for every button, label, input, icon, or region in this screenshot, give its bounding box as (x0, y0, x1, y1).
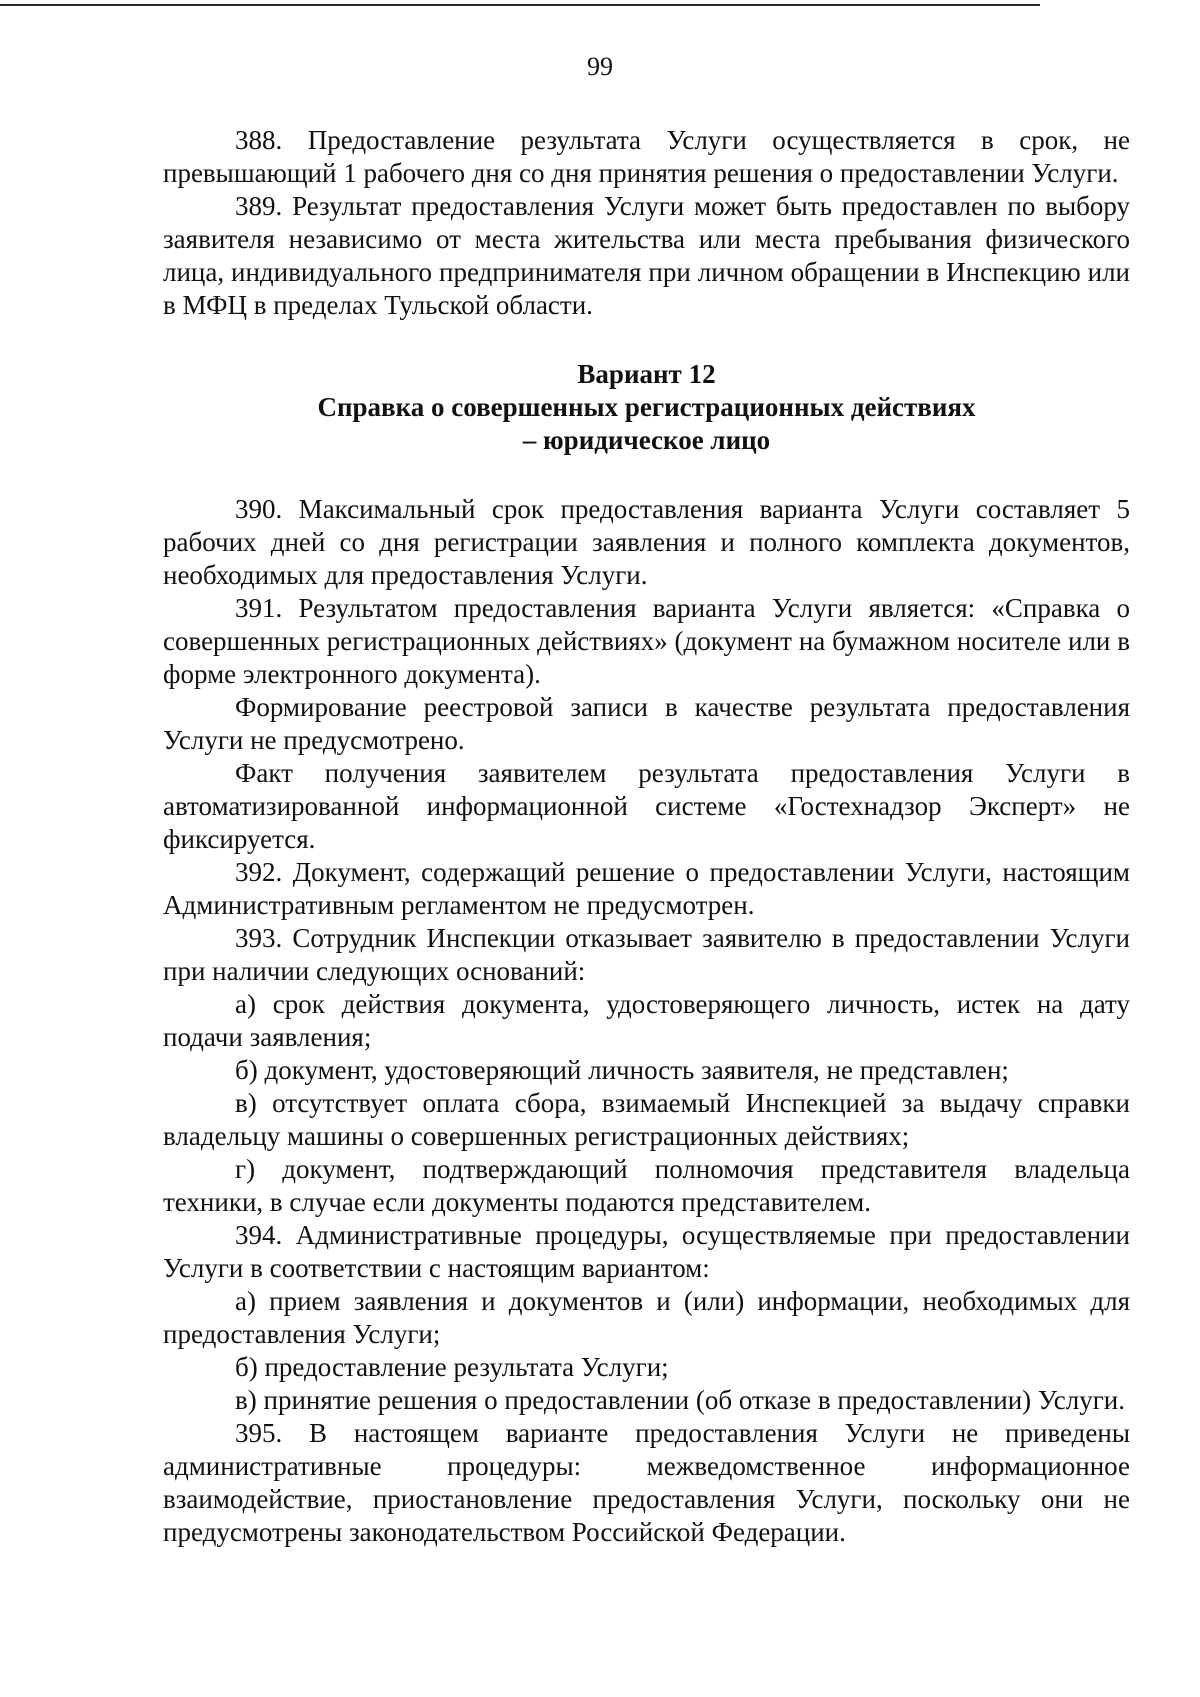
document-body (163, 124, 1130, 1549)
list-item-394-v: в) принятие решения о предоставлении (об отказе в предоставлении) Услуги. (235, 1385, 1125, 1415)
list-item-394-b: б) предоставление результата Услуги; (235, 1352, 669, 1382)
paragraph-388: 388. Предоставление результата Услуги осуществляется в срок, не превышающий 1 рабочего дня со дня принятия решения о предоставлении Услуги. (163, 125, 1130, 188)
list-item-393-g: г) документ, подтверждающий полномочия представителя владельца техники, в случае если документы подаются представителем. (163, 1154, 1130, 1217)
list-item-393-v: в) отсутствует оплата сбора, взимаемый Инспекцией за выдачу справки владельцу машины о совершенных регистрационных действиях; (163, 1088, 1130, 1151)
paragraph-390: 390. Максимальный срок предоставления варианта Услуги составляет 5 рабочих дней со дня регистрации заявления и полного комплекта документов, необходимых для предоставления Услуги. (163, 494, 1130, 590)
list-item-393-a: а) срок действия документа, удостоверяющего личность, истек на дату подачи заявления; (163, 989, 1130, 1052)
section-heading (163, 358, 1130, 457)
heading-subtitle: – юридическое лицо (522, 425, 771, 455)
paragraph-389: 389. Результат предоставления Услуги может быть предоставлен по выбору заявителя независимо от места жительства или места пребывания физического лица, индивидуального предпринимателя при личном обращении в Инспекцию или в МФЦ в пределах Тульской области. (163, 191, 1130, 320)
paragraph-registry-record: Формирование реестровой записи в качестве результата предоставления Услуги не предусмотрено. (163, 692, 1130, 755)
paragraph-394: 394. Административные процедуры, осуществляемые при предоставлении Услуги в соответствии с настоящим вариантом: (163, 1220, 1130, 1283)
top-rule (0, 4, 1040, 6)
paragraph-395: 395. В настоящем варианте предоставления Услуги не приведены административные процедуры: межведомственное информационное взаимодействие, приостановление предоставления Услуги, поскольку они не предусмотрены законодательством Российской Федерации. (163, 1418, 1130, 1547)
page-number: 99 (587, 52, 613, 81)
paragraph-391: 391. Результатом предоставления варианта Услуги является: «Справка о совершенных регистрационных действиях» (документ на бумажном носителе или в форме электронного документа). (163, 593, 1130, 689)
paragraph-393: 393. Сотрудник Инспекции отказывает заявителю в предоставлении Услуги при наличии следующих оснований: (163, 923, 1130, 986)
heading-variant: Вариант 12 (577, 359, 716, 389)
list-item-393-b: б) документ, удостоверяющий личность заявителя, не представлен; (235, 1055, 1009, 1085)
paragraph-receipt-fact: Факт получения заявителем результата предоставления Услуги в автоматизированной информационной системе «Гостехнадзор Эксперт» не фиксируется. (163, 758, 1130, 854)
heading-title: Справка о совершенных регистрационных действиях (317, 392, 976, 422)
list-item-394-a: а) прием заявления и документов и (или) информации, необходимых для предоставления Услуги; (163, 1286, 1130, 1349)
paragraph-392: 392. Документ, содержащий решение о предоставлении Услуги, настоящим Административным регламентом не предусмотрен. (163, 857, 1130, 920)
